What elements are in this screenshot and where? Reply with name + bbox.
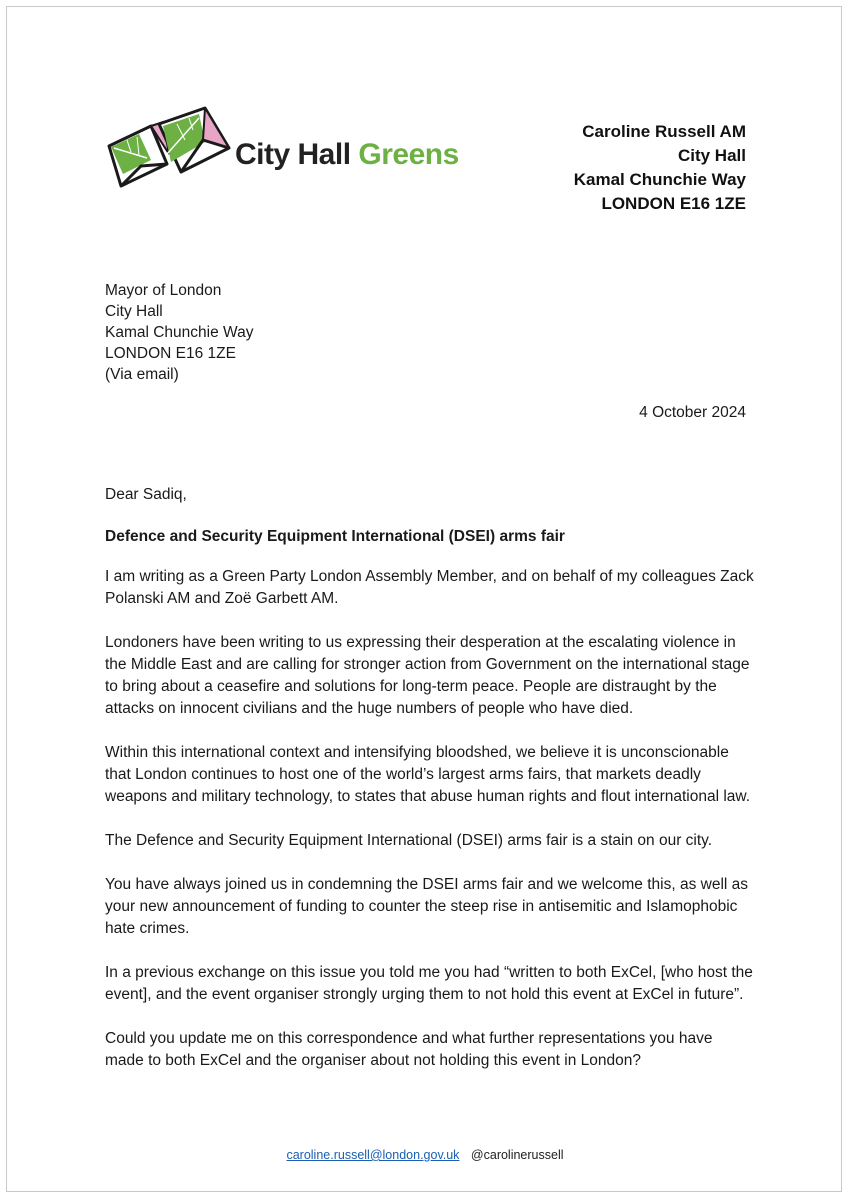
recipient-name: Mayor of London bbox=[105, 282, 222, 299]
recipient-address-line: LONDON E16 1ZE bbox=[105, 345, 236, 362]
body-paragraph: Within this international context and intensifying bloodshed, we believe it is unconscionable that London continues to host one of the world’s largest arms fairs, that markets deadly weapons and military technology, to states that abuse human rights and flout international law. bbox=[105, 744, 751, 805]
recipient-address bbox=[105, 280, 253, 385]
leaf-envelope-icon bbox=[107, 104, 232, 190]
body-paragraph: I am writing as a Green Party London Assembly Member, and on behalf of my colleagues Zack Polanski AM and Zoë Garbett AM. bbox=[105, 568, 754, 607]
sender-address-line: City Hall bbox=[677, 146, 746, 165]
recipient-address-line: Kamal Chunchie Way bbox=[105, 324, 254, 341]
recipient-address-line: City Hall bbox=[105, 303, 163, 320]
sender-address-line: LONDON E16 1ZE bbox=[601, 194, 746, 213]
sender-address bbox=[574, 120, 746, 216]
recipient-delivery-note: (Via email) bbox=[105, 366, 179, 383]
email-link[interactable]: caroline.russell@london.gov.uk bbox=[286, 1148, 460, 1162]
body-paragraph: Londoners have been writing to us expressing their desperation at the escalating violence in the Middle East and are calling for stronger action from Government on the international stage to bring about a ceasefire and solutions for long-term peace. People are distraught by the attacks on innocent civilians and the huge numbers of people who have died. bbox=[105, 634, 750, 717]
letter-body bbox=[105, 484, 755, 1094]
social-handle: @carolinerussell bbox=[470, 1148, 564, 1162]
letter-footer bbox=[0, 1148, 850, 1162]
letter-subject: Defence and Security Equipment International (DSEI) arms fair bbox=[105, 528, 565, 545]
sender-address-line: Kamal Chunchie Way bbox=[573, 170, 746, 189]
logo-wordmark bbox=[235, 138, 459, 172]
logo-text-greens: Greens bbox=[358, 138, 459, 171]
body-paragraph: The Defence and Security Equipment International (DSEI) arms fair is a stain on our city. bbox=[105, 832, 713, 849]
letter-date: 4 October 2024 bbox=[639, 404, 746, 421]
body-paragraph: You have always joined us in condemning the DSEI arms fair and we welcome this, as well as your new announcement of funding to counter the steep rise in antisemitic and Islamophobic hate crimes. bbox=[105, 876, 749, 937]
city-hall-greens-logo bbox=[107, 104, 467, 190]
salutation: Dear Sadiq, bbox=[105, 486, 187, 503]
body-paragraph: In a previous exchange on this issue you told me you had “written to both ExCel, [who host the event], and the event organiser strongly urging them to not hold this event at ExCel in future”. bbox=[105, 964, 753, 1003]
logo-text-city-hall: City Hall bbox=[235, 138, 351, 171]
sender-name: Caroline Russell AM bbox=[582, 122, 746, 141]
body-paragraph: Could you update me on this correspondence and what further representations you have made to both ExCel and the organiser about not holding this event in London? bbox=[105, 1030, 713, 1069]
